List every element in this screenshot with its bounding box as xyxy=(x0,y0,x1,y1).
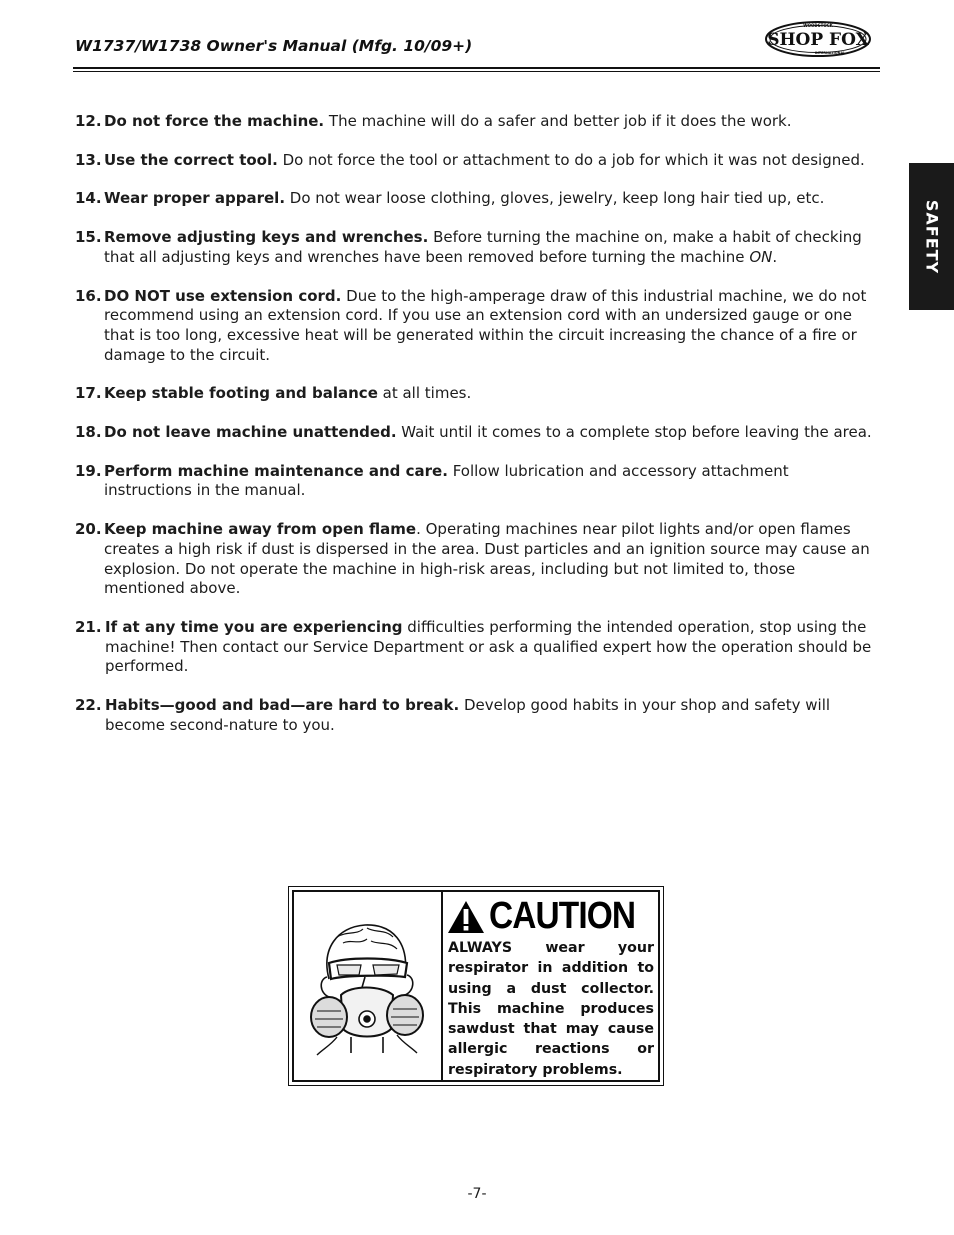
list-item xyxy=(75,228,880,267)
item-lead: Do not force the machine. xyxy=(104,112,325,130)
list-item xyxy=(75,287,880,366)
item-text: Do not wear loose clothing, gloves, jewelry, keep long hair tied up, etc. xyxy=(285,189,825,208)
logo-text: SHOP FOX xyxy=(767,30,869,50)
safety-rules-list xyxy=(75,112,880,754)
respirator-illustration xyxy=(294,892,443,1080)
item-number: 15. xyxy=(75,228,102,247)
shop-fox-logo xyxy=(764,20,872,58)
item-number: 19. xyxy=(75,461,102,480)
item-number: 22. xyxy=(75,696,102,715)
section-tab-safety[interactable] xyxy=(909,163,954,310)
item-text: Develop good habits in your shop and safety will become second-nature to you. xyxy=(105,696,831,734)
list-item xyxy=(75,189,880,209)
item-number: 21. xyxy=(75,617,102,636)
item-lead: Habits—good and bad—are hard to break. xyxy=(105,696,460,715)
warning-triangle-icon xyxy=(447,900,485,934)
list-item xyxy=(75,462,880,501)
item-number: 16. xyxy=(75,286,102,305)
item-text-end: . xyxy=(772,247,778,266)
page-number: -7- xyxy=(467,1186,487,1202)
item-text: at all times. xyxy=(377,384,472,403)
list-item xyxy=(75,151,880,171)
item-number: 12. xyxy=(75,112,102,130)
caution-title: CAUTION xyxy=(489,895,636,937)
item-number: 13. xyxy=(75,150,102,169)
item-text: Before turning the machine on, make a habit of checking that all adjusting keys and wrenches have been removed before turning the machine xyxy=(104,228,862,266)
item-number: 17. xyxy=(75,384,102,403)
logo-arc-bottom: INTERNATIONAL xyxy=(814,51,846,55)
manual-title: W1737/W1738 Owner's Manual (Mfg. 10/09+) xyxy=(75,37,473,55)
item-text: The machine will do a safer and better job if it does the work. xyxy=(324,112,792,130)
header-rule xyxy=(73,67,880,69)
item-text: Wait until it comes to a complete stop before leaving the area. xyxy=(396,423,872,442)
header-rule-thin xyxy=(73,71,880,72)
item-lead: DO NOT use extension cord. xyxy=(104,286,342,305)
item-text: . Operating machines near pilot lights and/or open flames creates a high risk if dust is dispersed in the area. Dust particles and an ignition source may cause an explosion. Do not operate the machine in high-risk areas, including but not limited to, those mentioned above. xyxy=(104,520,870,598)
item-text: Follow lubrication and accessory attachment instructions in the manual. xyxy=(104,461,789,500)
list-item xyxy=(75,520,880,599)
item-number: 20. xyxy=(75,520,102,539)
item-lead: Keep machine away from open flame xyxy=(104,520,417,539)
item-text: Do not force the tool or attachment to do a job for which it was not designed. xyxy=(277,150,865,169)
item-number: 18. xyxy=(75,423,102,442)
list-item xyxy=(75,696,880,735)
item-lead: Do not leave machine unattended. xyxy=(104,423,397,442)
list-item xyxy=(75,384,880,404)
item-lead: Use the correct tool. xyxy=(104,150,278,169)
item-lead: Wear proper apparel. xyxy=(104,189,286,208)
list-item xyxy=(75,618,880,677)
caution-notice xyxy=(288,886,664,1086)
item-text: Due to the high-amperage draw of this industrial machine, we do not recommend using an extension cord. If you use an extension cord with an undersized gauge or one that is too long, excessive heat will be generated within the circuit increasing the chance of a fire or damage to the circuit. xyxy=(104,286,867,364)
caution-message: ALWAYS wear your respirator in addition to using a dust collector. This machine produces sawdust that may cause allergic reactions or respiratory problems. xyxy=(448,940,654,1078)
item-lead: If at any time you are experiencing xyxy=(105,617,403,636)
item-lead: Remove adjusting keys and wrenches. xyxy=(104,228,429,247)
list-item xyxy=(75,423,880,443)
logo-arc-top: WOODSTOCK xyxy=(803,23,833,28)
list-item xyxy=(75,112,880,132)
section-tab-label: SAFETY xyxy=(922,199,941,274)
item-lead: Perform machine maintenance and care. xyxy=(104,461,448,480)
item-lead: Keep stable footing and balance xyxy=(104,384,378,403)
item-italic: ON xyxy=(749,247,773,266)
item-text: difficulties performing the intended operation, stop using the machine! Then contact our Service Department or ask a qualified expert how the operation should be performed. xyxy=(105,617,872,676)
item-number: 14. xyxy=(75,189,102,208)
